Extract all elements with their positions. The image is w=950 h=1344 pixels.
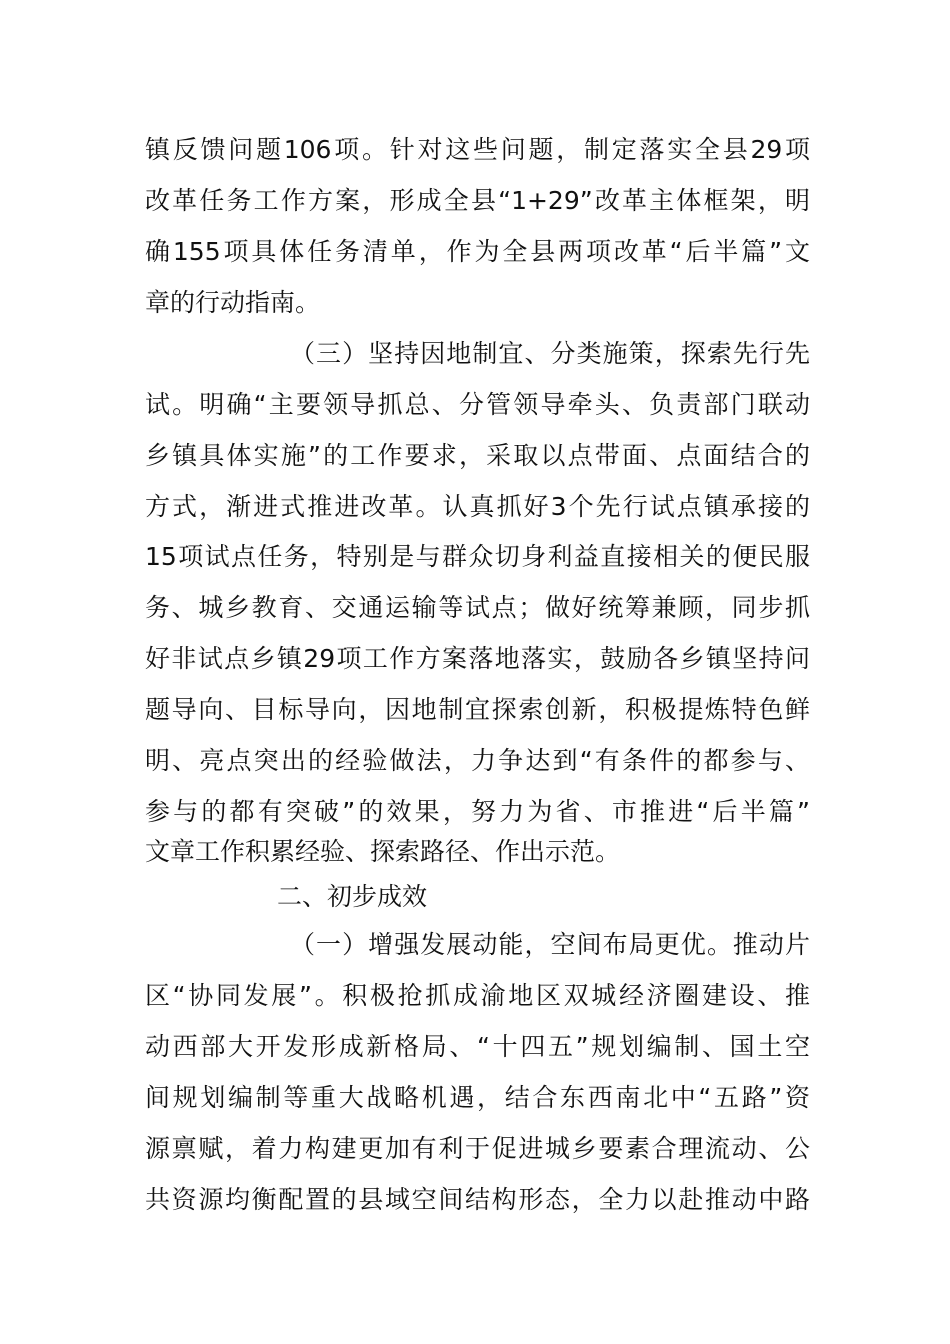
section-heading-line: （三）坚持因地制宜、分类施策，探索先行先: [290, 339, 810, 368]
paragraph-line: 15项试点任务，特别是与群众切身利益直接相关的便民服: [145, 542, 810, 571]
paragraph-line: 试。明确“主要领导抓总、分管领导牵头、负责部门联动: [145, 390, 810, 419]
paragraph-line: 共资源均衡配置的县域空间结构形态，全力以赴推动中路: [145, 1185, 810, 1214]
paragraph-line: 镇反馈问题106项。针对这些问题，制定落实全县29项: [145, 135, 810, 164]
paragraph-line: 文章工作积累经验、探索路径、作出示范。: [145, 837, 621, 866]
paragraph-line: 源禀赋，着力构建更加有利于促进城乡要素合理流动、公: [145, 1134, 810, 1163]
paragraph-line: 题导向、目标导向，因地制宜探索创新，积极提炼特色鲜: [145, 695, 810, 724]
section-title: 二、初步成效: [277, 882, 428, 911]
paragraph-line: 间规划编制等重大战略机遇，结合东西南北中“五路”资: [145, 1083, 810, 1112]
paragraph-line: 参与的都有突破”的效果，努力为省、市推进“后半篇”: [145, 797, 810, 826]
paragraph-line: 动西部大开发形成新格局、“十四五”规划编制、国土空: [145, 1032, 810, 1061]
paragraph-line: 乡镇具体实施”的工作要求，采取以点带面、点面结合的: [145, 441, 810, 470]
paragraph-line: 好非试点乡镇29项工作方案落地落实，鼓励各乡镇坚持问: [145, 644, 810, 673]
paragraph-line: 明、亮点突出的经验做法，力争达到“有条件的都参与、: [145, 746, 810, 775]
paragraph-line: 确155项具体任务清单，作为全县两项改革“后半篇”文: [145, 237, 810, 266]
paragraph-line: 务、城乡教育、交通运输等试点；做好统筹兼顾，同步抓: [145, 593, 810, 622]
paragraph-line: 方式，渐进式推进改革。认真抓好3个先行试点镇承接的: [145, 492, 810, 521]
paragraph-line: 改革任务工作方案，形成全县“1+29”改革主体框架，明: [145, 186, 810, 215]
paragraph-line: 章的行动指南。: [145, 288, 321, 317]
section-heading-line: （一）增强发展动能，空间布局更优。推动片: [290, 930, 810, 959]
paragraph-line: 区“协同发展”。积极抢抓成渝地区双城经济圈建设、推: [145, 981, 810, 1010]
